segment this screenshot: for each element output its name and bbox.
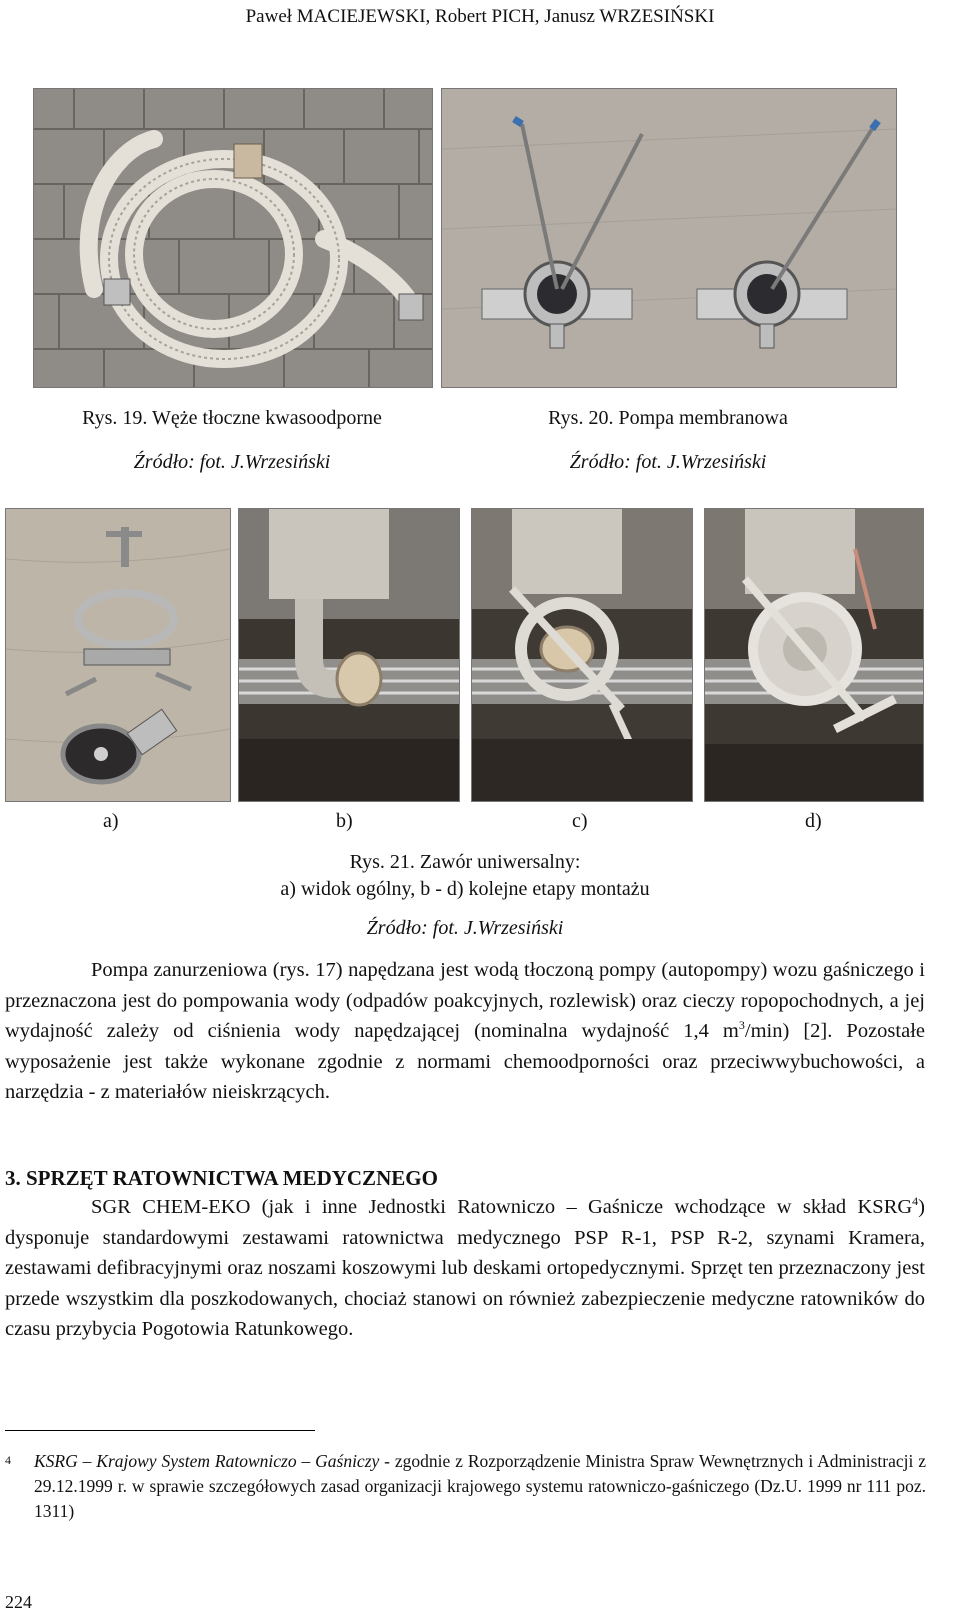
- figure-20-caption: Rys. 20. Pompa membranowa: [548, 407, 788, 429]
- running-header: Paweł MACIEJEWSKI, Robert PICH, Janusz WRZESIŃSKI: [245, 6, 715, 27]
- figure-21b-photo: [238, 508, 460, 802]
- figure-21c-photo: [471, 508, 693, 802]
- paragraph-pump-text: Pompa zanurzeniowa (rys. 17) napędzana jest wodą tłoczoną pompy (autopompy) wozu gaśniczego i przeznaczona jest do pompowania wody (odpadów poakcyjnych, rozlewisk) oraz cieczy ropopochodnych, a jej wydajność zależy od ciśnienia wody napędzającej (nominalna wydajność 1,4 m: [5, 959, 925, 1042]
- figure-21-source: Źródło: fot. J.Wrzesiński: [366, 917, 564, 939]
- figure-21-caption-line2: a) widok ogólny, b - d) kolejne etapy montażu: [280, 878, 650, 900]
- paragraph-medical: [5, 1192, 925, 1345]
- footnote-divider: [5, 1430, 315, 1431]
- footnote: [34, 1449, 926, 1524]
- superscript-3: 3: [738, 1018, 745, 1033]
- figure-21-caption: [0, 849, 930, 903]
- figure-21-label-b: b): [336, 810, 353, 832]
- figure-21d-photo: [704, 508, 924, 802]
- paragraph-medical-text: SGR CHEM-EKO (jak i inne Jednostki Ratowniczo – Gaśnicze wchodzące w skład KSRG: [91, 1196, 913, 1218]
- figure-19-photo-hoses: [33, 88, 433, 388]
- footnote-text: - zgodnie z Rozporządzenie Ministra Spraw Wewnętrznych i Administracji z 29.12.1999 r. w sprawie szczegółowych zasad organizacji krajowego systemu ratowniczo-gaśniczego (Dz.U. 1999 nr 111 poz. 1311): [34, 1451, 926, 1521]
- paragraph-pump-text-cont: /min) [2]. Pozostałe wyposażenie jest także wykonane zgodnie z normami chemoodporności oraz przeciwwybuchowości, a narzędzia - z materiałów nieiskrzących.: [5, 1020, 925, 1103]
- footnote-ref-4[interactable]: 4: [912, 1194, 919, 1209]
- section-heading: 3. SPRZĘT RATOWNICTWA MEDYCZNEGO: [5, 1166, 438, 1190]
- figure-21-label-c: c): [572, 810, 588, 832]
- footnote-number: 4: [5, 1453, 11, 1467]
- figure-21-label-d: d): [805, 810, 822, 832]
- figure-21-caption-line1: Rys. 21. Zawór uniwersalny:: [349, 851, 581, 873]
- figure-20-source: Źródło: fot. J.Wrzesiński: [569, 451, 767, 473]
- figure-19-caption: Rys. 19. Węże tłoczne kwasoodporne: [82, 407, 382, 429]
- page-number: 224: [5, 1592, 32, 1612]
- figure-20-photo-pumps: [441, 88, 897, 388]
- footnote-term: KSRG – Krajowy System Ratowniczo – Gaśniczy: [34, 1451, 380, 1471]
- figure-21-label-a: a): [103, 810, 119, 832]
- figure-19-source: Źródło: fot. J.Wrzesiński: [133, 451, 331, 473]
- paragraph-pump: [5, 955, 925, 1108]
- paragraph-medical-text-cont: ) dysponuje standardowymi zestawami ratownictwa medycznego PSP R-1, PSP R-2, szynami Kramera, zestawami defibracyjnymi oraz noszami koszowymi lub deskami ortopedycznymi. Sprzęt ten przeznaczony jest przede wszystkim dla poszkodowanych, chociaż stanowi on również zabezpieczenie medyczne ratowników do czasu przybycia Pogotowia Ratunkowego.: [5, 1196, 925, 1340]
- figure-21a-photo: [5, 508, 231, 802]
